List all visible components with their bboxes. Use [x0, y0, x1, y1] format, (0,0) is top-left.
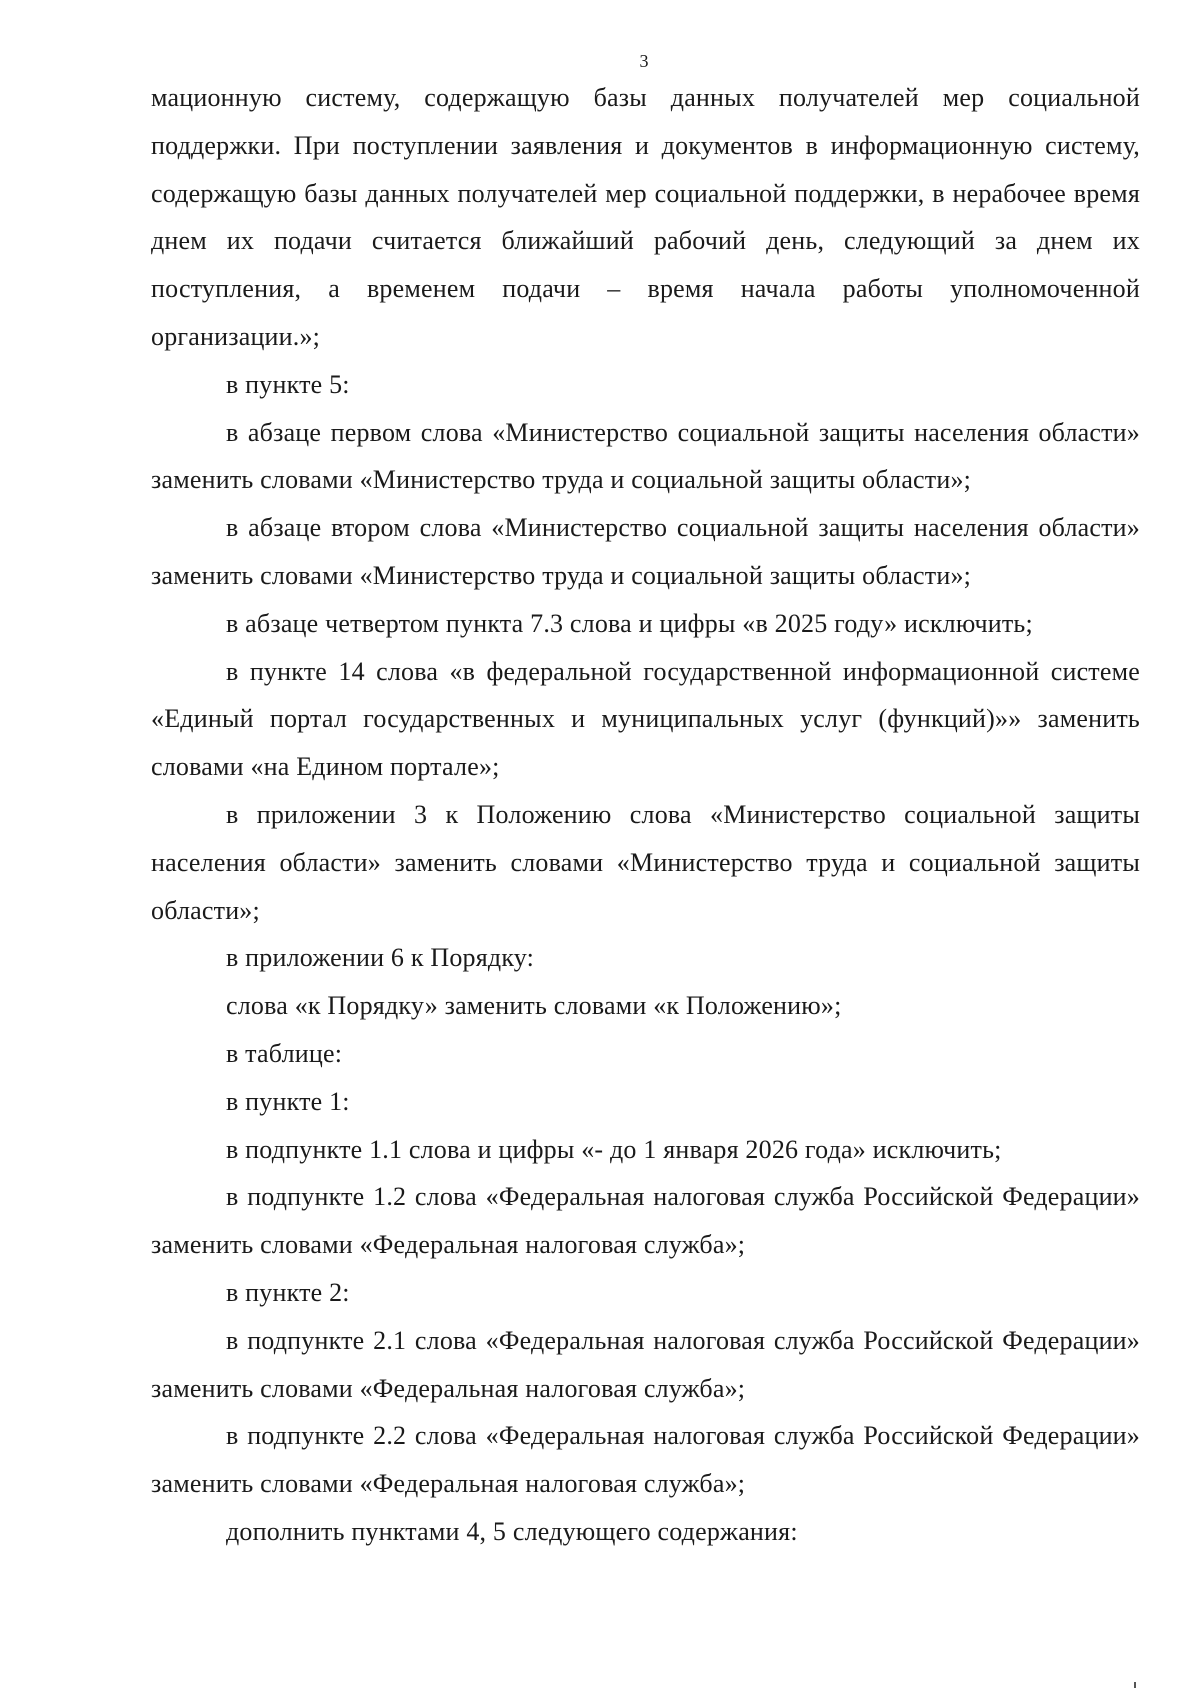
- paragraph-words-replace: слова «к Порядку» заменить словами «к Положению»;: [226, 991, 842, 1021]
- paragraph-in-table: в таблице:: [226, 1038, 343, 1068]
- paragraph-subitem-2-2: в подпункте 2.2 слова «Федеральная налоговая служба Российской Федерации» заменить словами «Федеральная налоговая служба»;: [151, 1421, 1140, 1499]
- paragraph-appendix-3: в приложении 3 к Положению слова «Министерство социальной защиты населения области» заменить словами «Министерство труда и социальной защиты области»;: [151, 799, 1140, 925]
- paragraph-item-1: в пункте 1:: [226, 1086, 350, 1116]
- paragraph-subitem-1-1: в подпункте 1.1 слова и цифры «- до 1 января 2026 года» исключить;: [226, 1134, 1002, 1164]
- paragraph-item-14: в пункте 14 слова «в федеральной государственной информационной системе «Единый портал государственных и муниципальных услуг (функций)»» заменить словами «на Едином портале»;: [151, 656, 1140, 782]
- paragraph-item-5-heading: в пункте 5:: [226, 369, 350, 399]
- paragraph-continuation: мационную систему, содержащую базы данных получателей мер социальной поддержки. При поступлении заявления и документов в информационную систему, содержащую базы данных получателей мер социальной поддержки, в нерабочее время днем их подачи считается ближайший рабочий день, следующий за днем их поступления, а временем подачи – время начала работы уполномоченной организации.»;: [151, 83, 1140, 351]
- page-number: 3: [639, 51, 649, 71]
- scan-mark-dot: [1134, 1682, 1136, 1688]
- paragraph-second-abzac: в абзаце втором слова «Министерство социальной защиты населения области» заменить словами «Министерство труда и социальной защиты области»;: [151, 513, 1140, 590]
- paragraph-item-2: в пункте 2:: [226, 1277, 350, 1307]
- paragraph-supplement: дополнить пунктами 4, 5 следующего содержания:: [226, 1516, 798, 1546]
- paragraph-subitem-1-2: в подпункте 1.2 слова «Федеральная налоговая служба Российской Федерации» заменить словами «Федеральная налоговая служба»;: [151, 1182, 1140, 1260]
- paragraph-fourth-abzac: в абзаце четвертом пункта 7.3 слова и цифры «в 2025 году» исключить;: [226, 608, 1033, 638]
- paragraph-appendix-6: в приложении 6 к Порядку:: [226, 943, 535, 973]
- paragraph-subitem-2-1: в подпункте 2.1 слова «Федеральная налоговая служба Российской Федерации» заменить словами «Федеральная налоговая служба»;: [151, 1325, 1140, 1403]
- document-body: [151, 74, 1140, 1556]
- paragraph-first-abzac: в абзаце первом слова «Министерство социальной защиты населения области» заменить словами «Министерство труда и социальной защиты области»;: [151, 417, 1140, 495]
